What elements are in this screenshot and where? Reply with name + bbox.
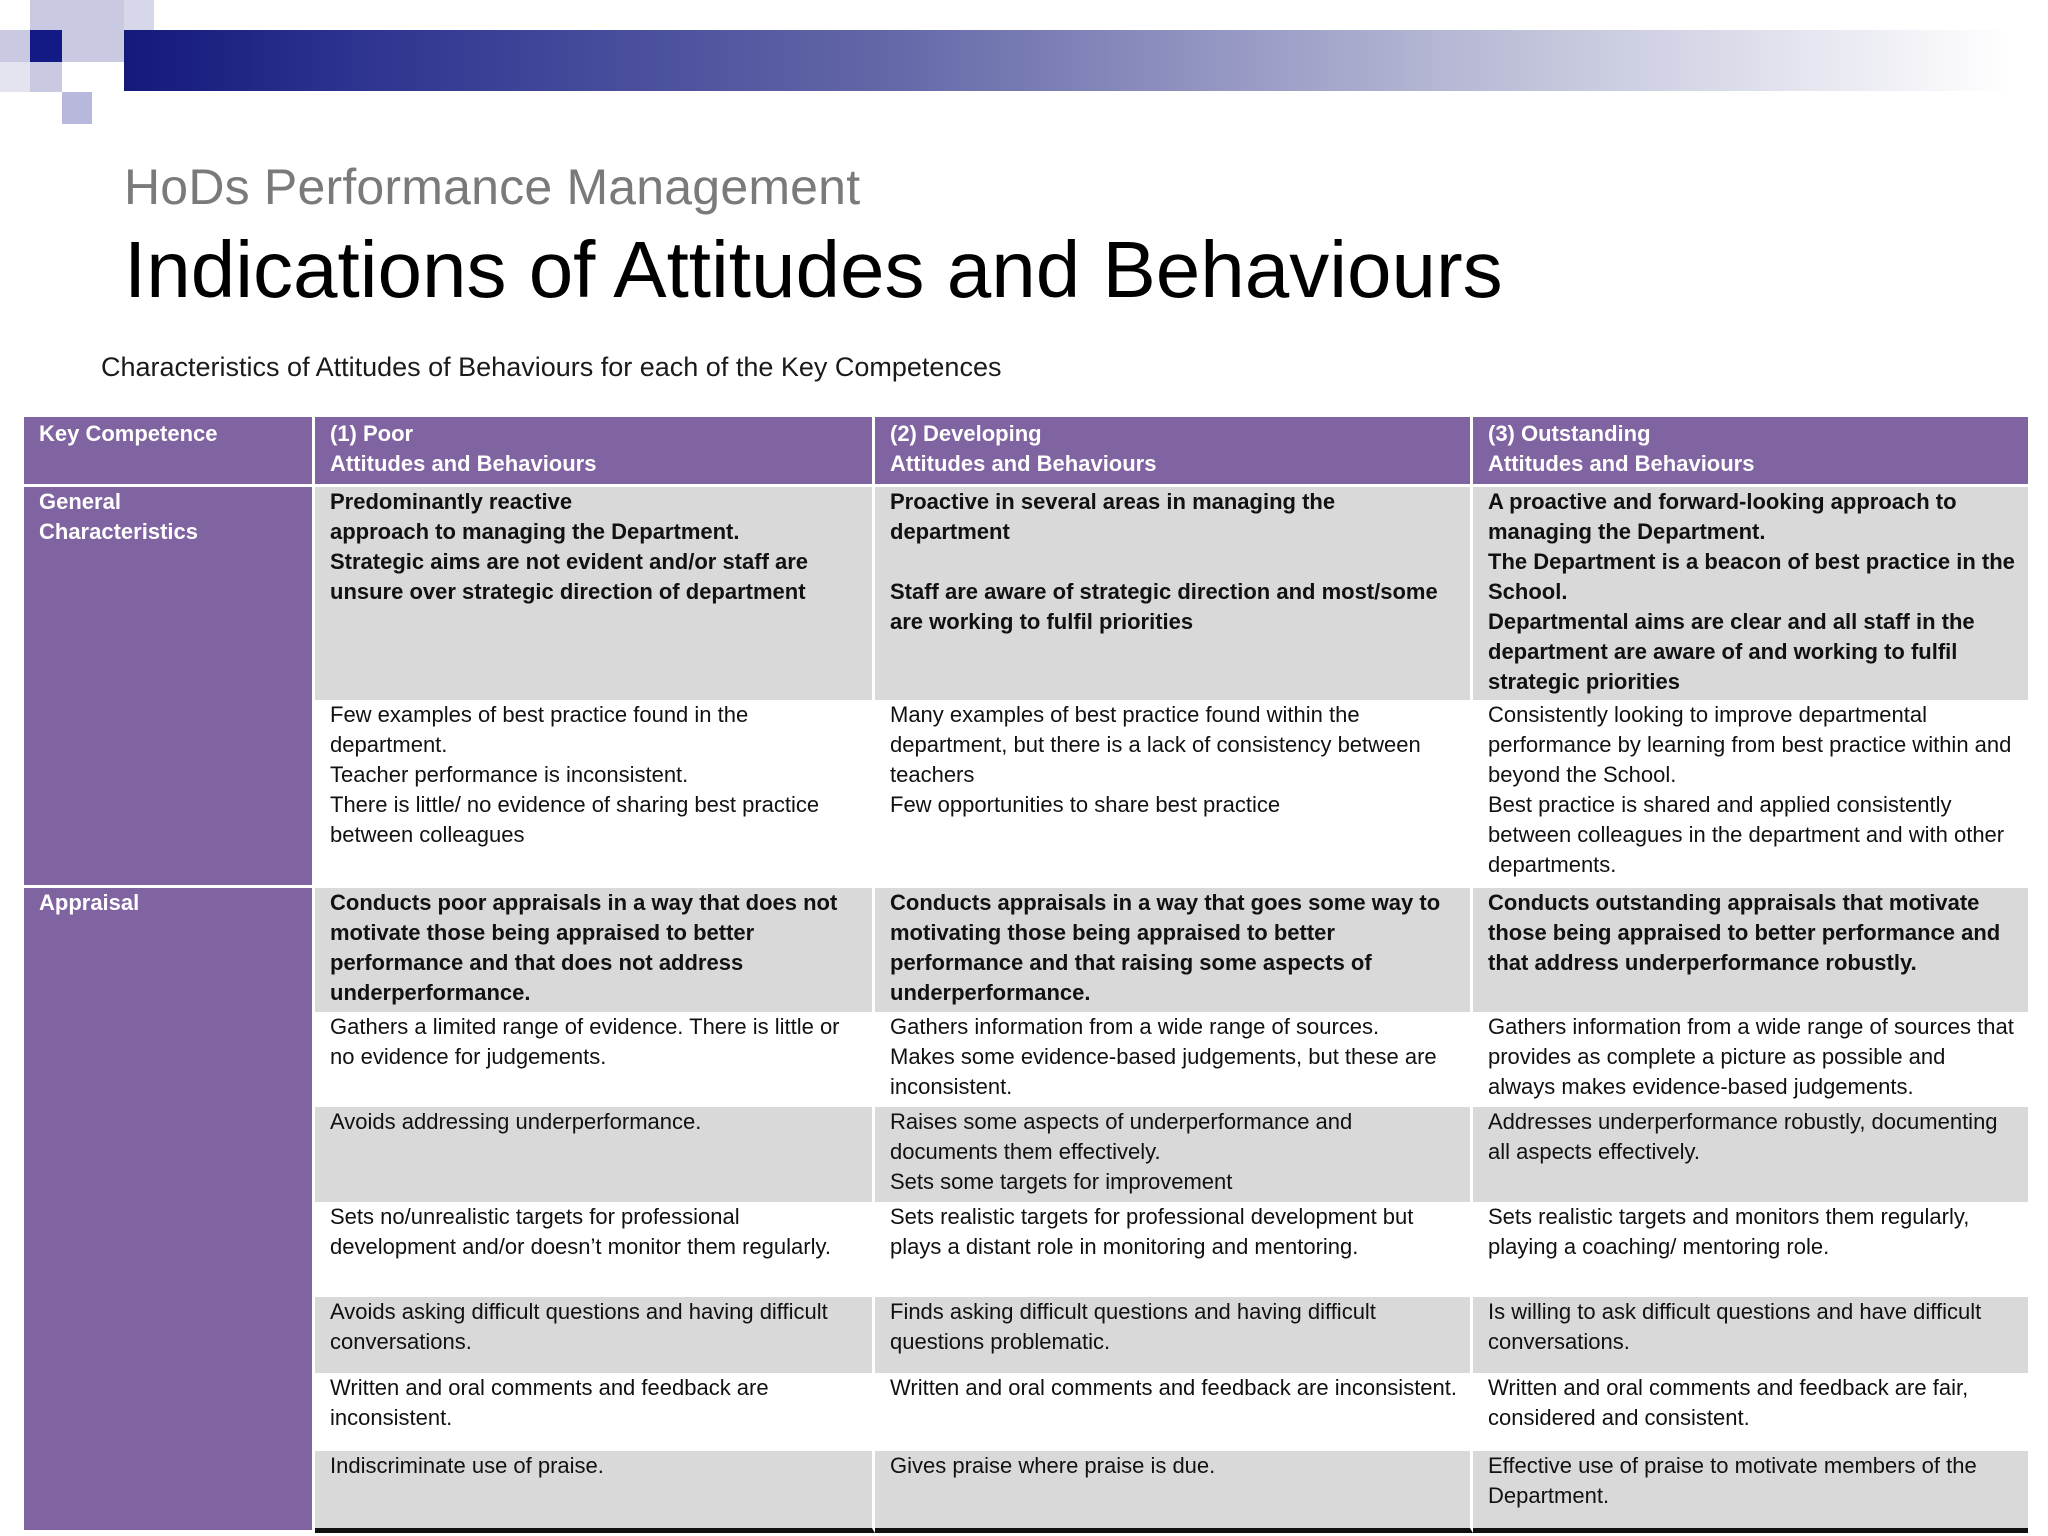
cell-outstanding: Sets realistic targets and monitors them regularly, playing a coaching/ mentoring role. — [1473, 1202, 2028, 1297]
cell-outstanding: Effective use of praise to motivate members of the Department. — [1473, 1451, 2028, 1533]
cell-developing: Finds asking difficult questions and having difficult questions problematic. — [875, 1297, 1473, 1373]
cell-outstanding: Is willing to ask difficult questions and have difficult conversations. — [1473, 1297, 2028, 1373]
decor-square — [62, 92, 92, 124]
cell-poor: Sets no/unrealistic targets for professional development and/or doesn’t monitor them regularly. — [315, 1202, 875, 1297]
cell-developing: Sets realistic targets for professional development but plays a distant role in monitoring and mentoring. — [875, 1202, 1473, 1297]
cell-developing: Gives praise where praise is due. — [875, 1451, 1473, 1533]
cell-poor: Gathers a limited range of evidence. There is little or no evidence for judgements. — [315, 1012, 875, 1107]
slide-subtitle: HoDs Performance Management — [124, 159, 861, 215]
cell-developing: Raises some aspects of underperformance and documents them effectively. Sets some targets for improvement — [875, 1107, 1473, 1202]
header-developing: (2) Developing Attitudes and Behaviours — [875, 417, 1473, 487]
table-row — [24, 1012, 2028, 1107]
section-label-general: General Characteristics — [24, 487, 315, 888]
table-header-row — [24, 417, 2028, 487]
section-label-appraisal: Appraisal — [24, 888, 315, 1533]
decor-square — [124, 0, 154, 30]
cell-outstanding: A proactive and forward-looking approach to managing the Department. The Department is a beacon of best practice in the School. Departmental aims are clear and all staff in the department are aware of and working to fulfil strategic priorities — [1473, 487, 2028, 700]
cell-outstanding: Conducts outstanding appraisals that motivate those being appraised to better performance and that address underperformance robustly. — [1473, 888, 2028, 1012]
cell-developing: Many examples of best practice found within the department, but there is a lack of consistency between teachers Few opportunities to share best practice — [875, 700, 1473, 888]
cell-poor: Predominantly reactive approach to managing the Department. Strategic aims are not evident and/or staff are unsure over strategic direction of department — [315, 487, 875, 700]
decor-square — [0, 0, 30, 30]
decor-square — [0, 92, 62, 124]
decor-square — [92, 92, 124, 124]
table-row — [24, 1451, 2028, 1533]
cell-outstanding: Addresses underperformance robustly, documenting all aspects effectively. — [1473, 1107, 2028, 1202]
table-row — [24, 1373, 2028, 1451]
decor-square — [30, 30, 62, 62]
cell-developing: Gathers information from a wide range of sources. Makes some evidence-based judgements, but these are inconsistent. — [875, 1012, 1473, 1107]
cell-developing: Proactive in several areas in managing the department Staff are aware of strategic direction and most/some are working to fulfil priorities — [875, 487, 1473, 700]
cell-outstanding: Consistently looking to improve departmental performance by learning from best practice within and beyond the School. Best practice is shared and applied consistently between colleagues in the department and with other departments. — [1473, 700, 2028, 888]
slide-title: Indications of Attitudes and Behaviours — [124, 225, 1503, 314]
cell-outstanding: Gathers information from a wide range of sources that provides as complete a picture as possible and always makes evidence-based judgements. — [1473, 1012, 2028, 1107]
cell-poor: Few examples of best practice found in the department. Teacher performance is inconsistent. There is little/ no evidence of sharing best practice between colleagues — [315, 700, 875, 888]
table-row — [24, 1107, 2028, 1202]
cell-poor: Written and oral comments and feedback are inconsistent. — [315, 1373, 875, 1451]
table-caption: Characteristics of Attitudes of Behaviours for each of the Key Competences — [101, 352, 1002, 382]
table-row — [24, 700, 2028, 888]
header-gradient-band — [124, 30, 2048, 91]
cell-outstanding: Written and oral comments and feedback are fair, considered and consistent. — [1473, 1373, 2028, 1451]
table-row — [24, 1202, 2028, 1297]
table-row — [24, 888, 2028, 1012]
header-outstanding: (3) Outstanding Attitudes and Behaviours — [1473, 417, 2028, 487]
cell-poor: Conducts poor appraisals in a way that does not motivate those being appraised to better performance and that does not address underperformance. — [315, 888, 875, 1012]
cell-developing: Conducts appraisals in a way that goes some way to motivating those being appraised to better performance and that raising some aspects of underperformance. — [875, 888, 1473, 1012]
table-row — [24, 1297, 2028, 1373]
competence-table — [24, 417, 2028, 1533]
cell-developing: Written and oral comments and feedback are inconsistent. — [875, 1373, 1473, 1451]
header-poor: (1) Poor Attitudes and Behaviours — [315, 417, 875, 487]
cell-poor: Avoids asking difficult questions and having difficult conversations. — [315, 1297, 875, 1373]
cell-poor: Avoids addressing underperformance. — [315, 1107, 875, 1202]
decor-square — [0, 62, 30, 92]
decor-square — [62, 62, 124, 92]
header-key-competence: Key Competence — [24, 417, 315, 487]
table-row — [24, 487, 2028, 700]
cell-poor: Indiscriminate use of praise. — [315, 1451, 875, 1533]
